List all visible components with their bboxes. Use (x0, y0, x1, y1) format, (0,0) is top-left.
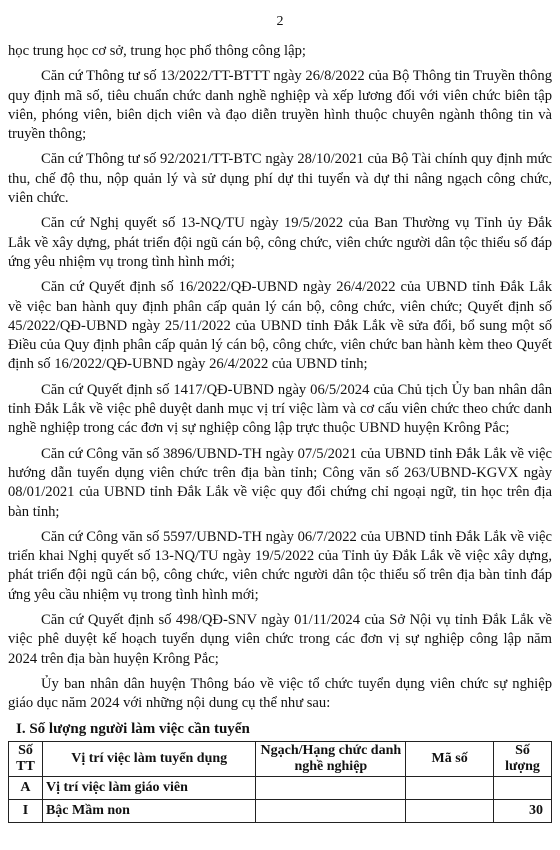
recruitment-table (8, 741, 552, 823)
header-position: Vị trí việc làm tuyển dụng (42, 741, 255, 776)
paragraph-legal-basis: Căn cứ Công văn số 3896/UBND-TH ngày 07/5/2021 của UBND tỉnh Đắk Lắk về việc hướng dẫn tuyển dụng viên chức trên địa bàn tỉnh; Công văn số 263/UBND-KGVX ngày 08/01/2021 của UBND tỉnh Đắk Lắk về việc quy đổi chứng chỉ ngoại ngữ, tin học trên địa bàn tỉnh; (8, 445, 552, 520)
table-row (9, 776, 552, 799)
paragraph-legal-basis: Căn cứ Quyết định số 498/QĐ-SNV ngày 01/11/2024 của Sở Nội vụ tỉnh Đắk Lắk về việc phê duyệt kế hoạch tuyển dụng viên chức trong các đơn vị sự nghiệp công lập năm 2024 trên địa bàn huyện Krông Pắc; (8, 612, 552, 667)
paragraph-legal-basis: Căn cứ Quyết định số 1417/QĐ-UBND ngày 06/5/2024 của Chủ tịch Ủy ban nhân dân tỉnh Đắk Lắk về việc phê duyệt danh mục vị trí việc làm và cơ cấu viên chức theo chức danh nghề nghiệp trong các đơn vị sự nghiệp công lập trực thuộc UBND huyện Krông Pắc; (8, 381, 552, 437)
header-quantity: Số lượng (494, 741, 552, 776)
table-header-row (9, 741, 552, 776)
cell-stt: I (9, 799, 43, 822)
cell-quantity: 30 (494, 799, 552, 822)
header-code: Mã số (406, 741, 494, 776)
cell-rank (256, 776, 406, 799)
document-body (8, 42, 552, 823)
paragraph-legal-basis: Căn cứ Nghị quyết số 13-NQ/TU ngày 19/5/2022 của Ban Thường vụ Tỉnh ủy Đắk Lắk về xây dựng, phát triển đội ngũ cán bộ, công chức, viên chức người dân tộc thiểu số đáp ứng yêu nhiệm vụ trong tình hình mới; (8, 215, 552, 270)
page-number: 2 (276, 14, 284, 29)
header-stt: Số TT (9, 741, 43, 776)
paragraph-announcement: Ủy ban nhân dân huyện Thông báo về việc tổ chức tuyển dụng viên chức sự nghiệp giáo dục năm 2024 với những nội dung cụ thể như sau: (8, 675, 552, 712)
header-rank: Ngạch/Hạng chức danh nghề nghiệp (256, 741, 406, 776)
paragraph-legal-basis: Căn cứ Quyết định số 16/2022/QĐ-UBND ngày 26/4/2022 của UBND tỉnh Đắk Lắk về việc ban hành quy định phân cấp quản lý cán bộ, công chức, viên chức; Quyết định số 45/2022/QĐ-UBND ngày 25/11/2022 của UBND tỉnh Đắk Lắk về sửa đổi, bổ sung một số Điều của Quy định phân cấp quản lý cán bộ, công chức, viên chức ban hành kèm theo Quyết định số 16/2022/QĐ-UBND ngày 26/4/2022 của UBND tỉnh; (8, 279, 552, 373)
paragraph-continuation: học trung học cơ sở, trung học phổ thông công lập; (8, 43, 306, 59)
cell-position: Bậc Mầm non (42, 799, 255, 822)
paragraph-legal-basis: Căn cứ Thông tư số 92/2021/TT-BTC ngày 28/10/2021 của Bộ Tài chính quy định mức thu, chế độ thu, nộp quản lý và sử dụng phí dự thi tuyển và dự thi nâng ngạch công chức, viên chức. (8, 151, 552, 207)
cell-position: Vị trí việc làm giáo viên (42, 776, 255, 799)
paragraph-legal-basis: Căn cứ Thông tư số 13/2022/TT-BTTT ngày 26/8/2022 của Bộ Thông tin Truyền thông quy định mã số, tiêu chuẩn chức danh nghề nghiệp và xếp lương đối với viên chức biên tập viên, phóng viên, biên dịch viên và đạo diễn truyền hình thuộc chuyên ngành thông tin và truyền thông; (8, 68, 552, 143)
table-row (9, 799, 552, 822)
cell-rank (256, 799, 406, 822)
cell-code (406, 799, 494, 822)
cell-code (406, 776, 494, 799)
paragraph-legal-basis: Căn cứ Công văn số 5597/UBND-TH ngày 06/7/2022 của UBND tỉnh Đắk Lắk về việc triển khai Nghị quyết số 13-NQ/TU ngày 19/5/2022 của Tỉnh ủy Đắk Lắk về việc xây dựng, phát triển đội ngũ cán bộ, công chức, viên chức người dân tộc thiểu số trên địa bàn tỉnh đáp ứng yêu cầu nhiệm vụ trong tình hình mới; (8, 528, 552, 603)
section-title: I. Số lượng người làm việc cần tuyển (16, 720, 250, 737)
cell-stt: A (9, 776, 43, 799)
cell-quantity (494, 776, 552, 799)
